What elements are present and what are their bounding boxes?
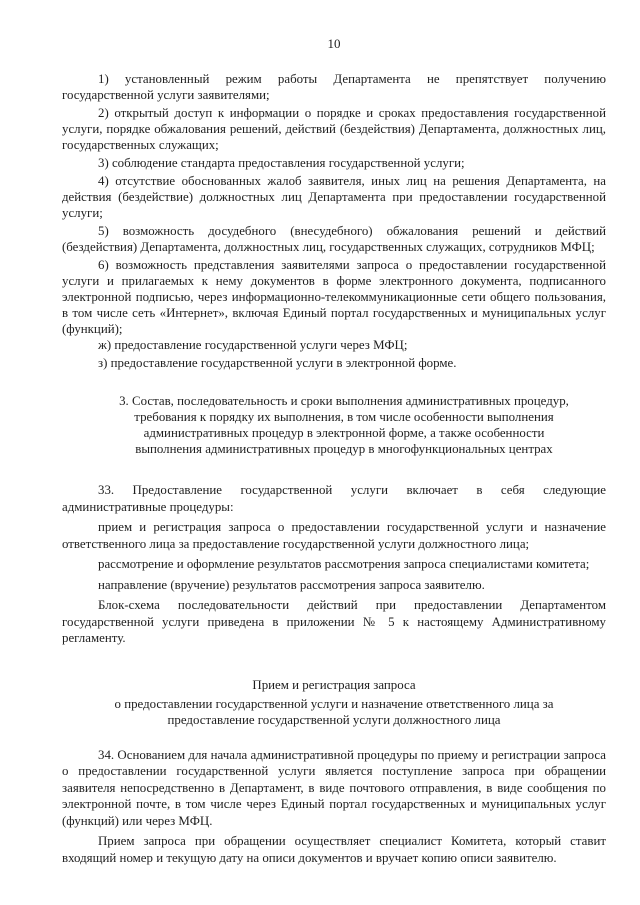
clause-paragraph: направление (вручение) результатов рассмотрения запроса заявителю. [98,577,485,592]
section-3-title [62,393,606,457]
page-number: 10 [327,36,341,51]
list-item: 3) соблюдение стандарта предоставления государственной услуги; [98,156,465,170]
list-item: 2) открытый доступ к информации о порядке и сроках предоставления государственной услуги, порядке обжалования решений, действий (бездействия) Департамента, должностных лиц, государственных служащих; [62,106,606,152]
conditions-list [62,71,606,371]
section-title-line: 3. Состав, последовательность и сроки выполнения административных процедур, [119,394,569,408]
subsection-title-line: предоставление государственной услуги должностного лица [167,712,501,727]
list-item: з) предоставление государственной услуги в электронной форме. [98,356,457,370]
list-item: ж) предоставление государственной услуги через МФЦ; [98,338,408,352]
clause-paragraph: 33. Предоставление государственной услуги включает в себя следующие административные процедуры: [62,483,606,514]
section-title-line: административных процедур в электронной форме, а также особенности [143,426,545,440]
clause-34 [62,747,606,867]
list-item: 6) возможность представления заявителями запроса о предоставлении государственной услуги и прилагаемых к нему документов в форме электронного документа, подписанного электронной подписью, через информационно-телекоммуникационные сети общего пользования, в том числе сеть «Интернет», включая Единый портал государственных и муниципальных услуг (функций); [62,258,606,336]
clause-paragraph: прием и регистрация запроса о предоставлении государственной услуги и назначение ответственного лица за предоставление государственной услуги должностного лица; [62,520,606,551]
section-title-line: требования к порядку их выполнения, в том числе особенности выполнения [134,410,554,424]
clause-33 [62,482,606,647]
subsection-title-line: о предоставлении государственной услуги и назначение ответственного лица за [114,696,554,711]
clause-paragraph: рассмотрение и оформление результатов рассмотрения запроса специалистами комитета; [98,557,590,571]
subsection-title [62,677,606,728]
clause-paragraph: Блок-схема последовательности действий при предоставлении Департаментом государственной услуги приведена в приложении № 5 к настоящему Административному регламенту. [62,598,606,645]
list-item: 1) установленный режим работы Департамента не препятствует получению государственной услуги заявителями; [62,72,606,102]
list-item: 5) возможность досудебного (внесудебного) обжалования решений и действий (бездействия) Департамента, должностных лиц, государственных служащих, сотрудников МФЦ; [62,224,606,254]
section-title-line: выполнения административных процедур в многофункциональных центрах [135,442,553,456]
list-item: 4) отсутствие обоснованных жалоб заявителя, иных лиц на решения Департамента, на действия (бездействие) должностных лиц Департамента при предоставлении государственной услуги; [62,174,606,220]
clause-paragraph: Прием запроса при обращении осуществляет специалист Комитета, который ставит входящий номер и текущую дату на описи документов и вручает копию описи заявителю. [62,834,606,865]
clause-paragraph: 34. Основанием для начала административной процедуры по приему и регистрации запроса о предоставлении государственной услуги является поступление запроса при обращении заявителя непосредственно в Департамент, в виде почтового отправления, в виде сообщения по электронной почте, в том числе через Единый портал государственных и муниципальных услуг (функций) или через МФЦ. [62,747,606,828]
subsection-title-line: Прием и регистрация запроса [252,677,416,692]
